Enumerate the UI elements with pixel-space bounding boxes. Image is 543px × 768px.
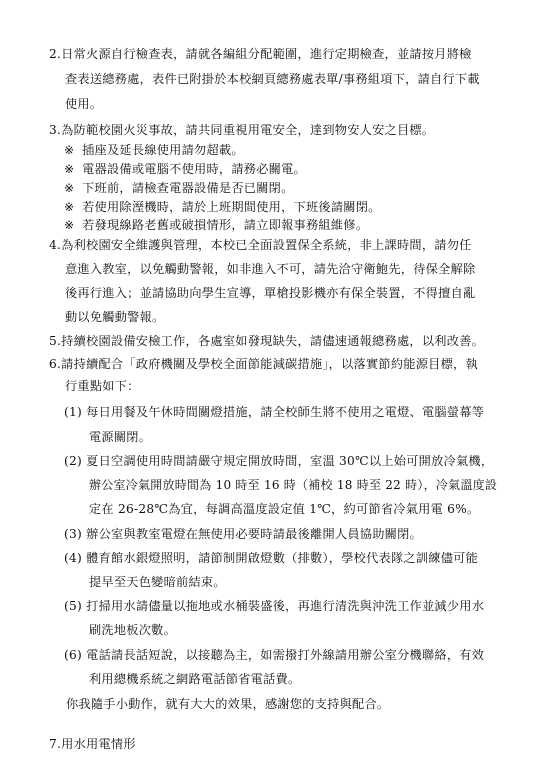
bullet-item	[64, 200, 381, 214]
section-2-line-3	[65, 97, 102, 111]
section-2-line-1	[49, 47, 472, 61]
bullet-mark: ※	[64, 200, 75, 214]
bullet-item	[64, 162, 306, 176]
section-number: 7.	[49, 737, 62, 751]
bullet-mark: ※	[64, 143, 75, 157]
item-label: (6)	[64, 648, 83, 662]
section-number: 3.	[49, 123, 62, 137]
item-text: 刷洗地板次數。	[89, 623, 177, 637]
section-text: 意進入教室，以免觸動警報，如非進入不可，請先洽守衛鮑先，待保全解除	[65, 262, 476, 276]
item-label: (2)	[64, 454, 83, 468]
section-7-line-1	[49, 737, 136, 751]
measure-item-6-cont	[89, 672, 300, 686]
section-4-line-2	[65, 262, 475, 276]
item-text: 每日用餐及午休時間關燈措施，請全校師生將不使用之電燈、電腦螢幕等	[86, 405, 485, 419]
measure-item-3	[64, 527, 422, 541]
section-text: 為利校園安全維護與管理，本校已全面設置保全系統，非上課時間，請勿任	[61, 238, 472, 252]
section-number: 6.	[49, 357, 62, 371]
section-4-line-1	[49, 238, 472, 252]
section-4-line-3	[65, 286, 475, 300]
measure-item-6	[64, 648, 484, 662]
bullet-text: 插座及延長線使用請勿超載。	[82, 143, 244, 157]
section-6-line-1	[49, 357, 478, 371]
item-text: 辦公室冷氣開放時間為 10 時至 16 時（補校 18 時至 22 時），冷氣溫度設	[89, 478, 498, 492]
section-text: 使用。	[65, 97, 103, 111]
section-5-line-1	[49, 334, 484, 348]
bullet-mark: ※	[64, 181, 75, 195]
item-text: 夏日空調使用時間請嚴守規定開放時間，室溫 30℃以上始可開放冷氣機，	[86, 454, 494, 468]
measure-item-2	[64, 454, 493, 468]
bullet-mark: ※	[64, 162, 75, 176]
section-text: 行重點如下：	[65, 379, 140, 393]
measure-item-1	[64, 405, 484, 419]
measure-item-5	[64, 599, 484, 613]
measure-item-2-cont	[89, 502, 479, 516]
section-number: 5.	[49, 334, 62, 348]
item-text: 電源關閉。	[89, 430, 152, 444]
item-label: (1)	[64, 405, 83, 419]
item-text: 提早至天色變暗前結束。	[89, 575, 226, 589]
section-text: 後再行進入；並請協助向學生宣導，單槍投影機亦有保全裝置，不得擅自亂	[65, 286, 476, 300]
section-text: 持續校園設備安檢工作，各處室如發現缺失，請儘速通報總務處，以利改善。	[61, 334, 485, 348]
section-number: 4.	[49, 238, 62, 252]
item-text: 電話請長話短說，以接聽為主，如需撥打外線請用辦公室分機聯絡，有效	[86, 648, 485, 662]
section-text: 用水用電情形	[61, 737, 136, 751]
section-4-line-4	[65, 310, 165, 324]
section-text: 查表送總務處，表件已附掛於本校網頁總務處表單/事務組項下，請自行下載	[65, 72, 480, 86]
bullet-text: 電器設備或電腦不使用時，請務必關電。	[82, 162, 306, 176]
item-label: (3)	[64, 527, 83, 541]
section-text: 日常火源自行檢查表，請就各編組分配範圍，進行定期檢查，並請按月將檢	[61, 47, 472, 61]
bullet-mark: ※	[64, 218, 75, 232]
section-text: 動以免觸動警報。	[65, 310, 165, 324]
item-text: 打掃用水請儘量以拖地或水桶裝盛後，再進行清洗與沖洗工作並減少用水	[86, 599, 485, 613]
closing-note	[66, 697, 389, 711]
bullet-text: 下班前，請檢查電器設備是否已關閉。	[82, 181, 294, 195]
measure-item-5-cont	[89, 623, 176, 637]
item-text: 定在 26-28℃為宜，每調高溫度設定值 1℃，約可節省冷氣用電 6%。	[89, 502, 480, 516]
measure-item-4-cont	[89, 575, 226, 589]
bullet-item	[64, 181, 294, 195]
section-2-line-2	[65, 72, 480, 86]
section-6-line-2	[65, 379, 140, 393]
section-number: 2.	[49, 47, 62, 61]
measure-item-2-cont	[89, 478, 497, 492]
measure-item-1-cont	[89, 430, 151, 444]
bullet-item	[64, 143, 244, 157]
section-text: 為防範校園火災事故，請共同重視用電安全，達到物安人安之目標。	[61, 123, 435, 137]
item-text: 辦公室與教室電燈在無使用必要時請最後離開人員協助關閉。	[86, 527, 422, 541]
section-3-line-1	[49, 123, 434, 137]
section-text: 請持續配合「政府機關及學校全面節能減碳措施」，以落實節約能源目標，執	[61, 357, 478, 371]
item-label: (4)	[64, 551, 83, 565]
item-text: 利用總機系統之網路電話節省電話費。	[89, 672, 301, 686]
closing-text: 你我隨手小動作，就有大大的效果，感謝您的支持與配合。	[66, 697, 390, 711]
item-text: 體育館水銀燈照明，請節制開啟燈數（排數），學校代表隊之訓練儘可能	[86, 551, 479, 565]
bullet-text: 若發現線路老舊或破損情形，請立即報事務組維修。	[82, 218, 369, 232]
measure-item-4	[64, 551, 478, 565]
bullet-item	[64, 218, 368, 232]
bullet-text: 若使用除溼機時，請於上班期間使用，下班後請關閉。	[82, 200, 381, 214]
item-label: (5)	[64, 599, 83, 613]
